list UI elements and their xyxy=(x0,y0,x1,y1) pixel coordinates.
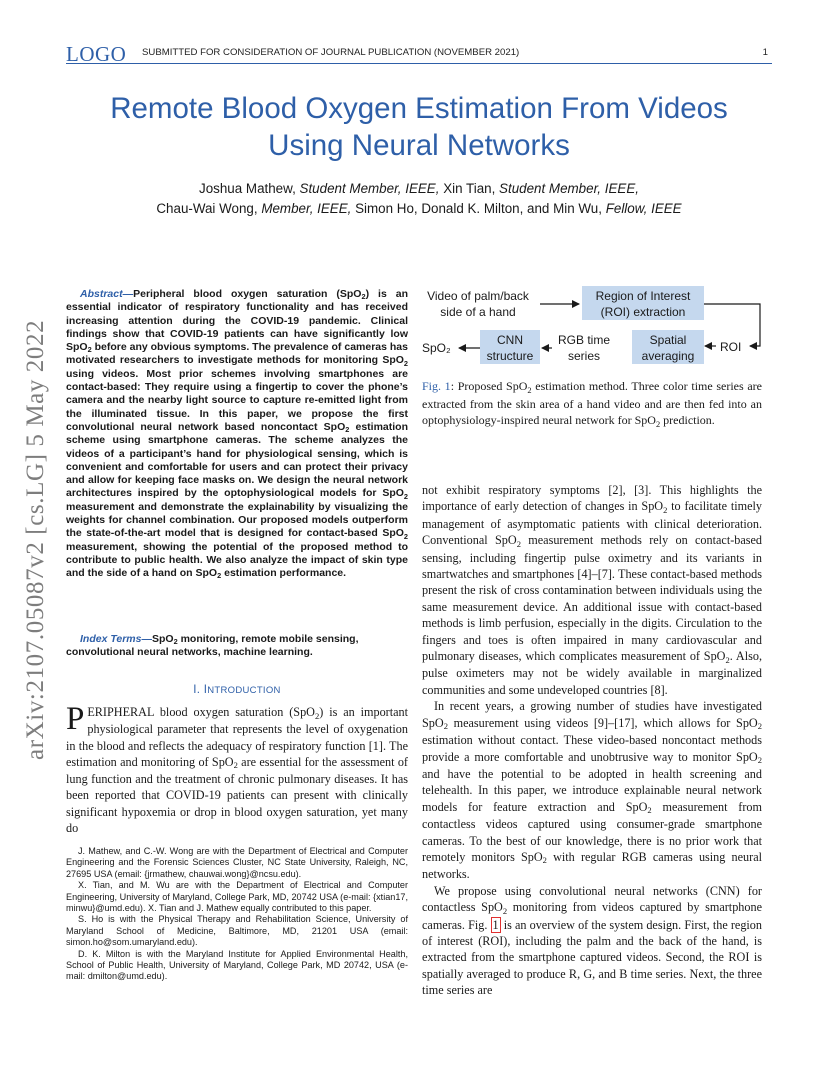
author-line-1 xyxy=(66,179,772,199)
section-heading-introduction: I. INTRODUCTION xyxy=(193,684,281,696)
video-input-label: Video of palm/back xyxy=(427,289,529,303)
roi-extraction-label: (ROI) extraction xyxy=(600,305,686,319)
rgb-series-label: RGB time xyxy=(557,333,611,347)
paper-title xyxy=(66,90,772,164)
footnote: X. Tian, and M. Wu are with the Department of Electrical and Computer Engineering, University of Maryland, College Park, MD, 20742 USA (e-mail: {xtian17, minwu}@umd.edu). X. Tian and J. Mathew equally contributed to this paper. xyxy=(66,880,408,914)
cnn-structure-label: CNN xyxy=(497,333,523,347)
figure-reference-link[interactable]: 1 xyxy=(492,917,499,932)
page-number: 1 xyxy=(762,47,768,58)
author-name: Chau-Wai Wong, xyxy=(156,201,258,216)
arxiv-stamp: arXiv:2107.05087v2 [cs.LG] 5 May 2022 xyxy=(22,319,49,760)
roi-label: ROI xyxy=(720,340,742,354)
abstract: Abstract—Peripheral blood oxygen saturation (SpO$_2$) is an essential indicator of respiratory functionality and has received increasing attention during the COVID-19 pandemic. Clinical findings show that COVID-19 patients can have significantly low SpO$_2$ before any obvious symptoms. The prevalence of cameras has motivated researchers to investigate methods for monitoring SpO$_2$ using videos. Most prior schemes involving smartphones are contact-based: They require using a fingertip to cover the phone’s camera and the nearby light source to capture re-emitted light from the illuminated tissue. In this paper, we propose the first convolutional neural network based noncontact SpO$_2$ estimation scheme using smartphone cameras. The scheme analyzes the videos of a participant’s hand for physiological sensing, which is convenient and comfortable for users and can protect their privacy and allow for keeping face masks on. We design the neural network architectures inspired by the optophysiological models for SpO$_2$ measurement and demonstrate the explainability by visualizing the weights for channel combination. Our proposed models outperform the state-of-the-art model that is designed for contact-based SpO$_2$ measurement, showing the potential of the proposed method to contribute to public health. We also analyze the impact of skin type and the side of a hand on SpO$_2$ estimation performance. xyxy=(66,288,409,581)
footnote: D. K. Milton is with the Maryland Institute for Applied Environmental Health, School of Public Health, University of Maryland, College Park, MD 20742, USA (e-mail: dmilton@umd.edu). xyxy=(66,948,408,982)
author-name: Joshua Mathew, xyxy=(199,181,296,196)
figure-1-caption: Fig. 1: Proposed SpO$_2$ estimation method. Three color time series are extracted from the skin area of a hand video and are then fed into an optophysiology-inspired neural network for SpO$_2$ prediction. xyxy=(422,379,763,429)
drop-cap: P xyxy=(66,701,85,737)
right-column-body xyxy=(422,482,762,999)
author-name: Simon Ho, Donald K. Milton, and Min Wu, xyxy=(355,201,602,216)
author-line-2 xyxy=(66,199,772,219)
figure-label: Fig. 1 xyxy=(422,379,451,393)
title-line-1: Remote Blood Oxygen Estimation From Videos xyxy=(110,92,728,125)
roi-extraction-label: Region of Interest xyxy=(595,289,691,303)
page-header xyxy=(66,42,772,64)
abstract-heading: Abstract— xyxy=(80,288,134,300)
footnote: J. Mathew, and C.-W. Wong are with the Department of Electrical and Computer Engineering and the Forensic Sciences Cluster, NC State University, Raleigh, NC, 27695 USA (email: {jrmathew, chauwai.wong}@ncsu.edu). xyxy=(66,846,408,879)
journal-logo: LOGO xyxy=(66,42,127,66)
body-paragraph: not exhibit respiratory symptoms [2], [3]. This highlights the importance of early detection of changes in SpO$_2$ to facilitate timely management of asymptomatic patients with clinical deterioration. Conventional SpO$_2$ measurement methods rely on contact-based sensing, including fingertip pulse oximetry and its variants in smartwatches and smartphones [4]–[7]. These contact-based methods present the risk of cross contamination between individuals using the same measurement device. An additional issue with contact-based methods is limb perfusion, especially in the digits. Circulation to the fingers and toes is often impaired in many cardiovascular and pulmonary diseases, which complicates measurement of SpO$_2$. Also, pulse oximeters may not be widely available in marginalized communities and some undeveloped countries [8]. xyxy=(422,483,763,697)
author-role: Fellow, IEEE xyxy=(605,201,682,216)
intro-paragraph: PERIPHERAL blood oxygen saturation (SpO$_2$) is an important physiological parameter that represents the level of oxygenation in the blood and reflects the adequacy of respiratory function [1]. The estimation and monitoring of SpO$_2$ are essential for the assessment of lung function and the treatment of chronic pulmonary diseases. It has been reported that COVID-19 patients can present with clinically significant hypoxemia or drop in blood oxygen saturation, yet many do xyxy=(66,701,409,836)
author-role: Student Member, IEEE, xyxy=(299,181,440,196)
index-terms: Index Terms—SpO$_2$ monitoring, remote mobile sensing, convolutional neural networks, machine learning. xyxy=(66,633,359,659)
body-paragraph: In recent years, a growing number of studies have investigated SpO$_2$ measurement using videos [9]–[17], which allows for SpO$_2$ estimation without contact. These video-based noncontact methods provide a more comfortable and unobtrusive way to monitor SpO$_2$ and have the potential to be adopted in health screening and telehealth. In this paper, we introduce explainable neural network models for feature extraction and SpO$_2$ measurement from contactless videos captured using consumer-grade smartphone cameras. To the best of our knowledge, there is no prior work that remotely monitors SpO$_2$ with regular RGB cameras using neural networks. xyxy=(422,699,762,882)
cnn-structure-label: structure xyxy=(486,349,534,363)
author-role: Student Member, IEEE, xyxy=(499,181,639,196)
body-paragraph: We propose using convolutional neural networks (CNN) for contactless SpO$_2$ monitoring from videos captured by smartphone cameras. Fig. 1 is an overview of the system design. First, the region of interest (ROI), including the palm and the back of the hand, is extracted from the smartphone captured videos. Second, the ROI is spatially averaged to produce R, G, and B time series. Next, the three time series are xyxy=(422,883,762,998)
title-line-2: Using Neural Networks xyxy=(268,129,570,162)
figure-1-diagram xyxy=(420,284,772,370)
spatial-averaging-label: Spatial xyxy=(649,333,687,347)
video-input-label: side of a hand xyxy=(440,305,516,319)
rgb-series-label: series xyxy=(567,349,601,363)
spatial-averaging-label: averaging xyxy=(641,349,695,363)
author-name: Xin Tian, xyxy=(443,181,496,196)
author-role: Member, IEEE, xyxy=(261,201,352,216)
footnote: S. Ho is with the Physical Therapy and Rehabilitation Science, University of Maryland School of Medicine, Baltimore, MD, 21201 USA (email: simon.ho@som.umaryland.edu). xyxy=(66,914,408,948)
index-terms-heading: Index Terms— xyxy=(80,633,152,645)
author-list xyxy=(66,179,772,219)
spo2-output-label: SpO₂ xyxy=(422,341,451,355)
author-footnotes xyxy=(66,846,408,983)
journal-line: SUBMITTED FOR CONSIDERATION OF JOURNAL PUBLICATION (NOVEMBER 2021) xyxy=(142,47,520,58)
